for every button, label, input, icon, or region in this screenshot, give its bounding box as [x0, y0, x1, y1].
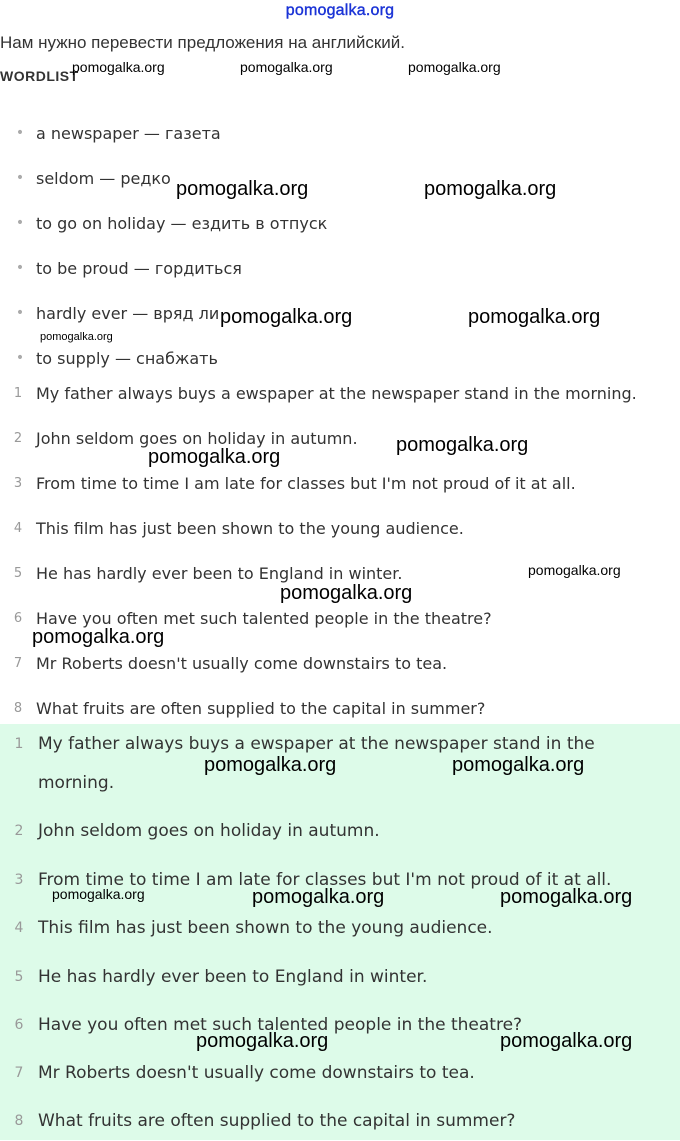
sentence-item: 8 What fruits are often supplied to the capital in summer?: [13, 698, 486, 718]
answer-item: 8 What fruits are often supplied to the capital in summer?: [14, 1111, 516, 1131]
watermark: pomogalka.org: [204, 754, 337, 776]
intro-text: Нам нужно перевести предложения на английский.: [0, 33, 406, 52]
bullet-icon: [2, 305, 38, 321]
watermark: pomogalka.org: [452, 754, 585, 776]
watermark: pomogalka.org: [52, 886, 145, 902]
watermark: pomogalka.org: [528, 562, 621, 578]
wordlist-item: • a newspaper — газета: [0, 118, 221, 148]
watermark: pomogalka.org: [196, 1030, 329, 1052]
wordlist-heading: WORDLIST: [0, 68, 79, 84]
watermark: pomogalka.org: [396, 434, 529, 456]
wordlist-item: • to be proud — гордиться: [0, 253, 242, 283]
watermark: pomogalka.org: [148, 446, 281, 468]
watermark: pomogalka.org: [240, 59, 333, 75]
watermark: pomogalka.org: [468, 306, 601, 328]
bullet-icon: [2, 215, 38, 231]
bullet-icon: [2, 350, 38, 366]
answer-item: 1 My father always buys a ewspaper at the newspaper stand in the morning.: [14, 734, 595, 793]
watermark: pomogalka.org: [252, 886, 385, 908]
watermark: pomogalka.org: [72, 59, 165, 75]
sentence-item: 6 Have you often met such talented people in the theatre?: [13, 608, 492, 628]
sentence-item: 5 He has hardly ever been to England in winter.: [13, 563, 403, 583]
watermark: pomogalka.org: [40, 331, 113, 343]
wordlist-item: • to supply — снабжать: [0, 343, 218, 373]
wordlist-item: • seldom — редко: [0, 163, 171, 193]
sentence-item: 2 John seldom goes on holiday in autumn.: [13, 428, 358, 448]
watermark: pomogalka.org: [424, 178, 557, 200]
sentence-item: 7 Mr Roberts doesn't usually come downstairs to tea.: [13, 653, 448, 673]
answer-item: 7 Mr Roberts doesn't usually come downstairs to tea.: [14, 1063, 475, 1083]
bullet-icon: [2, 260, 38, 276]
answer-item: 2 John seldom goes on holiday in autumn.: [14, 821, 380, 841]
sentence-item: 3 From time to time I am late for classes but I'm not proud of it at all.: [13, 473, 576, 493]
bullet-icon: [2, 170, 38, 186]
wordlist-item: • to go on holiday — ездить в отпуск: [0, 208, 327, 238]
sentence-item: 1 My father always buys a ewspaper at the newspaper stand in the morning.: [13, 383, 637, 403]
watermark: pomogalka.org: [32, 626, 165, 648]
watermark: pomogalka.org: [408, 59, 501, 75]
wordlist-item: • hardly ever — вряд ли: [0, 298, 219, 328]
watermark: pomogalka.org: [500, 886, 633, 908]
answer-item: 5 He has hardly ever been to England in winter.: [14, 967, 428, 987]
sentence-item: 4 This film has just been shown to the young audience.: [13, 518, 464, 538]
watermark: pomogalka.org: [500, 1030, 633, 1052]
watermark: pomogalka.org: [176, 178, 309, 200]
top-watermark: pomogalka.org: [285, 2, 395, 19]
answer-item: 6 Have you often met such talented people in the theatre?: [14, 1015, 523, 1035]
answer-item: 4 This film has just been shown to the young audience.: [14, 918, 493, 938]
watermark: pomogalka.org: [280, 582, 413, 604]
bullet-icon: [2, 125, 38, 141]
watermark: pomogalka.org: [220, 306, 353, 328]
answer-item: 3 From time to time I am late for classes but I'm not proud of it at all.: [14, 870, 612, 890]
